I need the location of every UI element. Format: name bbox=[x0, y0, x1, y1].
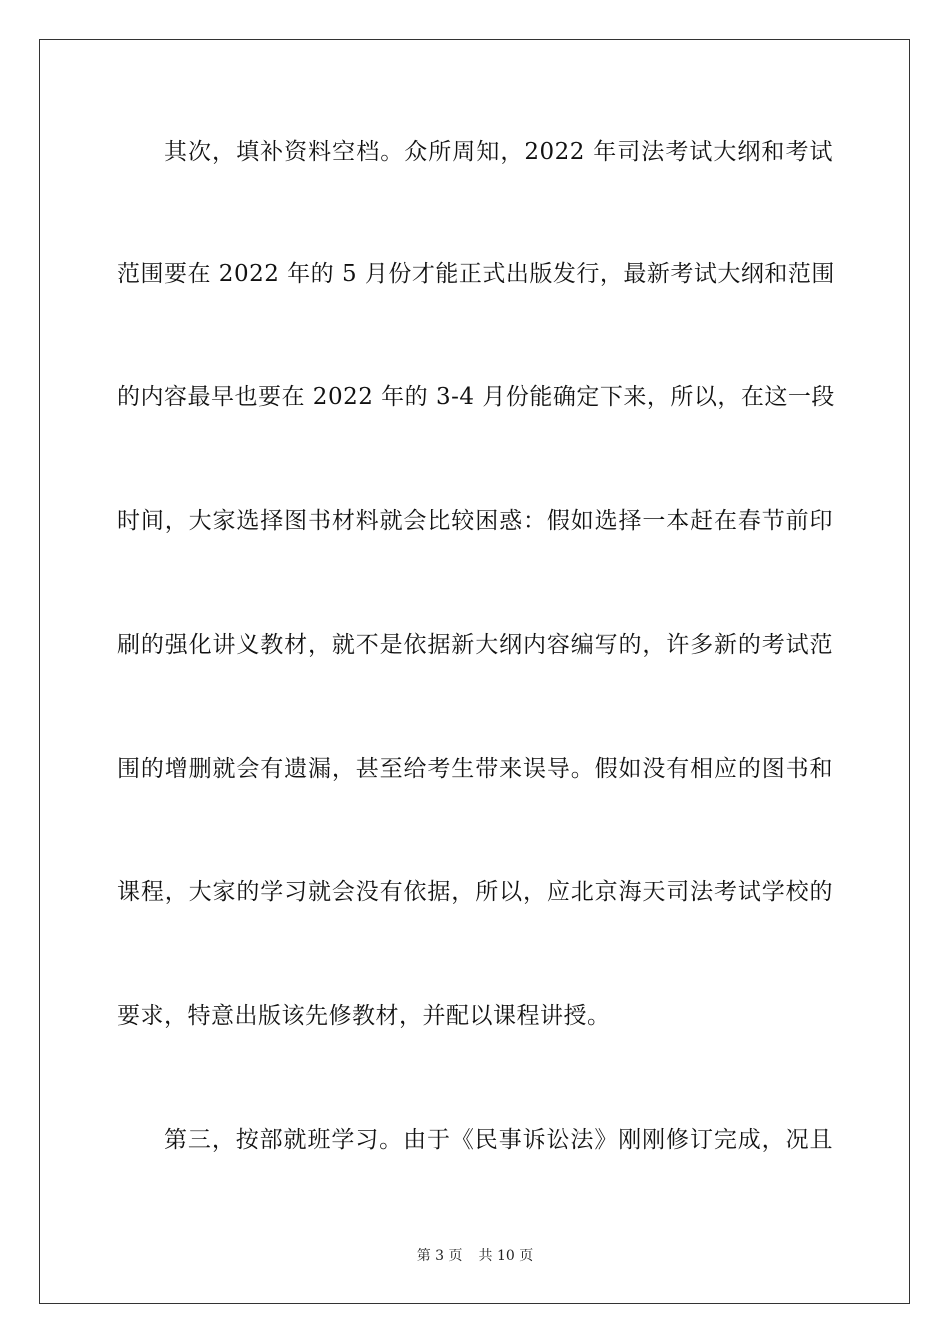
paragraph-line: 范围要在 2022 年的 5 月份才能正式出版发行，最新考试大纲和范围 bbox=[117, 261, 835, 287]
paragraph-line: 其次，填补资料空档。众所周知，2022 年司法考试大纲和考试 bbox=[164, 139, 833, 165]
page-footer bbox=[0, 1247, 950, 1265]
paragraph-line: 时间，大家选择图书材料就会比较困惑：假如选择一本赶在春节前印 bbox=[117, 508, 833, 534]
page-border bbox=[39, 39, 910, 1304]
paragraph-line: 要求，特意出版该先修教材，并配以课程讲授。 bbox=[117, 1003, 611, 1029]
paragraph-line: 围的增删就会有遗漏，甚至给考生带来误导。假如没有相应的图书和 bbox=[117, 756, 833, 782]
paragraph-line: 课程，大家的学习就会没有依据，所以，应北京海天司法考试学校的 bbox=[117, 879, 833, 905]
paragraph-line: 的内容最早也要在 2022 年的 3-4 月份能确定下来，所以，在这一段 bbox=[117, 384, 835, 410]
page-number: 第 3 页 bbox=[416, 1248, 463, 1264]
paragraph-line: 第三，按部就班学习。由于《民事诉讼法》刚刚修订完成，况且 bbox=[164, 1127, 833, 1153]
paragraph-line: 刷的强化讲义教材，就不是依据新大纲内容编写的，许多新的考试范 bbox=[117, 632, 833, 658]
page-total: 共 10 页 bbox=[478, 1248, 534, 1264]
